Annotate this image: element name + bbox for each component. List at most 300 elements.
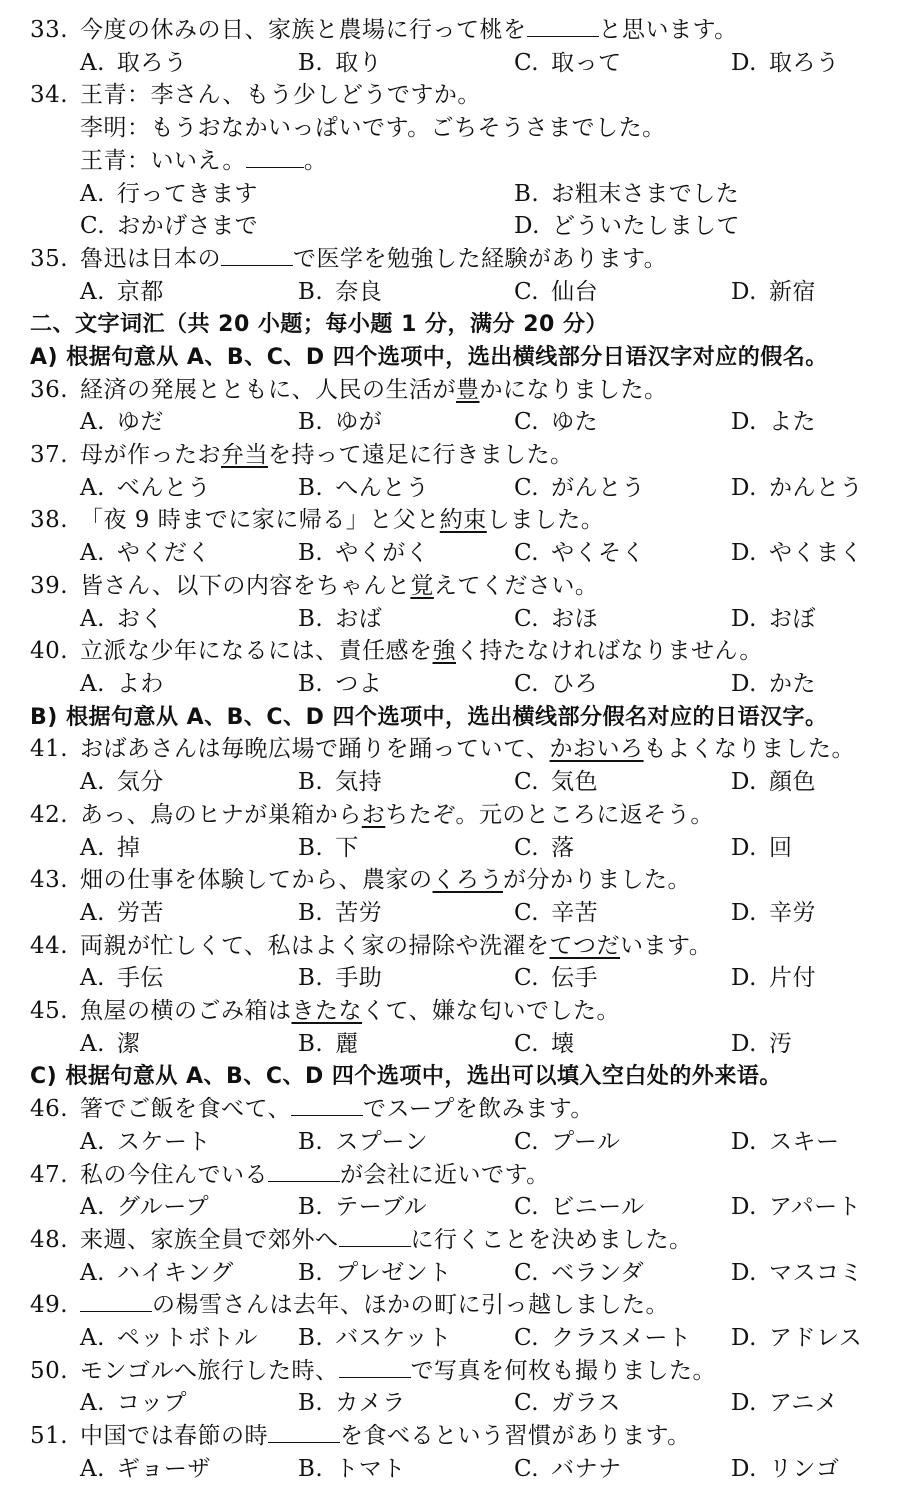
option-text: ペットボトル <box>116 1325 258 1351</box>
answer-option <box>80 766 164 799</box>
option-text: 下 <box>335 835 359 861</box>
option-text: 仙台 <box>551 279 599 305</box>
options-row <box>0 1126 900 1159</box>
question-text-segment: 立派な少年になるには、責任感を <box>80 638 433 664</box>
answer-option <box>80 1387 187 1420</box>
answer-blank <box>221 243 293 266</box>
question-text <box>80 14 738 47</box>
question-text <box>80 79 481 112</box>
answer-option <box>731 1191 861 1224</box>
section-heading-text: C) 根据句意从 A、B、C、D 四个选项中，选出可以填入空白处的外来语。 <box>30 1064 782 1089</box>
question-text <box>80 995 620 1028</box>
question-text <box>80 733 855 766</box>
options-row <box>0 178 900 211</box>
question-number: 49. <box>30 1292 69 1318</box>
question-text-segment: ちたぞ。元のところに返そう。 <box>385 802 714 828</box>
answer-option <box>514 832 575 865</box>
answer-option <box>731 47 839 80</box>
option-text: へんとう <box>335 475 430 501</box>
answer-blank <box>80 1289 152 1312</box>
answer-option <box>514 276 598 309</box>
answer-option <box>514 1257 644 1290</box>
answer-option <box>298 897 382 930</box>
question-number: 37. <box>30 442 69 468</box>
option-text: かんとう <box>768 475 863 501</box>
question-line <box>0 504 900 537</box>
option-text: おく <box>116 606 164 632</box>
answer-option <box>80 1453 211 1486</box>
option-text: 伝手 <box>551 965 599 991</box>
option-letter: D. <box>731 606 757 632</box>
answer-option <box>514 766 598 799</box>
option-text: 汚 <box>768 1031 793 1057</box>
option-letter: D. <box>731 835 757 861</box>
question-continuation <box>0 112 900 145</box>
question-text-segment: もよくなりました。 <box>643 736 856 762</box>
question-text-segment: 王青：いいえ。 <box>80 148 246 174</box>
question-text-segment: で医学を勉強した経験があります。 <box>293 246 668 272</box>
question-text-segment: います。 <box>620 933 713 959</box>
options-row <box>0 472 900 505</box>
options-row <box>0 1453 900 1486</box>
question-number: 44. <box>30 933 69 959</box>
option-letter: D. <box>731 1260 757 1286</box>
question-text <box>80 635 763 668</box>
option-text: よた <box>768 409 816 435</box>
answer-option <box>731 897 816 930</box>
answer-option <box>731 832 792 865</box>
answer-option <box>80 47 187 80</box>
options-row <box>0 897 900 930</box>
option-letter: C. <box>514 540 540 566</box>
answer-option <box>514 406 598 439</box>
question-text-segment: 中国では春節の時 <box>80 1423 268 1449</box>
answer-option <box>298 832 359 865</box>
question-text-segment: えてください。 <box>433 573 599 599</box>
option-text: 潔 <box>116 1031 141 1057</box>
option-text: ゆだ <box>116 409 164 435</box>
option-letter: B. <box>298 1456 324 1482</box>
option-text: かた <box>768 671 816 697</box>
answer-option <box>731 276 816 309</box>
underlined-word: 覚 <box>410 573 434 599</box>
answer-option <box>80 210 258 243</box>
question-text-segment: かになりました。 <box>479 377 668 403</box>
question-line <box>0 374 900 407</box>
option-letter: B. <box>298 409 324 435</box>
option-letter: A. <box>80 1129 105 1155</box>
question-text <box>80 112 666 145</box>
question-text-segment: 私の今住んでいる <box>80 1162 268 1188</box>
option-text: 苦労 <box>335 900 383 926</box>
question-line <box>0 1289 900 1322</box>
question-text-segment: 王青：李さん、もう少しどうですか。 <box>80 82 481 108</box>
answer-option <box>298 962 382 995</box>
question-text-segment: に行くことを決めました。 <box>410 1227 693 1253</box>
option-text: ハイキング <box>116 1260 234 1286</box>
answer-option <box>298 472 429 505</box>
option-letter: D. <box>731 1390 757 1416</box>
answer-blank <box>268 1159 340 1182</box>
option-letter: D. <box>731 900 757 926</box>
option-letter: B. <box>298 1260 324 1286</box>
answer-option <box>514 1028 575 1061</box>
section-heading <box>0 1060 900 1093</box>
option-letter: C. <box>514 1325 540 1351</box>
option-text: お粗末さまでした <box>551 181 740 207</box>
question-line <box>0 864 900 897</box>
options-row <box>0 1257 900 1290</box>
question-number: 45. <box>30 998 69 1024</box>
option-text: 顔色 <box>768 769 816 795</box>
option-letter: A. <box>80 835 105 861</box>
option-text: つよ <box>335 671 383 697</box>
question-text-segment: が分かりました。 <box>503 867 691 893</box>
option-letter: C. <box>514 835 540 861</box>
answer-option <box>80 178 258 211</box>
option-text: 手伝 <box>116 965 164 991</box>
question-line <box>0 733 900 766</box>
question-text <box>80 243 667 276</box>
option-letter: A. <box>80 1194 105 1220</box>
answer-option <box>80 1191 209 1224</box>
answer-option <box>731 406 816 439</box>
answer-option <box>514 1453 622 1486</box>
options-row <box>0 1387 900 1420</box>
question-text <box>80 145 327 178</box>
question-number: 43. <box>30 867 69 893</box>
option-text: アドレス <box>768 1325 863 1351</box>
answer-blank <box>246 145 304 168</box>
underlined-word: てつだ <box>549 933 621 959</box>
option-text: 取り <box>335 50 383 76</box>
option-letter: B. <box>298 835 324 861</box>
option-text: やくそく <box>551 540 646 566</box>
answer-option <box>298 1028 359 1061</box>
option-text: おほ <box>551 606 599 632</box>
answer-option <box>298 537 429 570</box>
question-line <box>0 799 900 832</box>
question-number: 33. <box>30 17 69 43</box>
option-letter: A. <box>80 769 105 795</box>
answer-blank <box>527 14 599 37</box>
question-text <box>80 1159 550 1192</box>
option-text: 奈良 <box>335 279 383 305</box>
underlined-word: かおいろ <box>549 736 644 762</box>
option-letter: B. <box>298 1031 324 1057</box>
option-letter: D. <box>731 1031 757 1057</box>
option-text: ゆが <box>335 409 383 435</box>
option-text: スケート <box>116 1129 211 1155</box>
options-row <box>0 210 900 243</box>
option-text: リンゴ <box>768 1456 840 1482</box>
question-text-segment: を持って遠足に行きました。 <box>268 442 574 468</box>
options-row <box>0 1191 900 1224</box>
option-text: ビニール <box>551 1194 645 1220</box>
option-letter: B. <box>298 279 324 305</box>
question-number: 47. <box>30 1162 69 1188</box>
question-line <box>0 995 900 1028</box>
option-text: 手助 <box>335 965 383 991</box>
question-line <box>0 439 900 472</box>
section-heading <box>0 308 900 341</box>
question-text-segment: でスープを飲みます。 <box>363 1096 594 1122</box>
option-letter: B. <box>298 900 324 926</box>
option-letter: C. <box>514 1390 540 1416</box>
question-text-segment: 魚屋の横のごみ箱は <box>80 998 292 1024</box>
option-text: コップ <box>116 1390 187 1416</box>
option-letter: A. <box>80 900 105 926</box>
option-letter: D. <box>731 769 757 795</box>
question-text-segment: 来週、家族全員で郊外へ <box>80 1227 339 1253</box>
option-text: 回 <box>768 835 793 861</box>
question-text-segment: く持たなければなりません。 <box>456 638 763 664</box>
question-number: 50. <box>30 1358 69 1384</box>
option-letter: B. <box>298 606 324 632</box>
option-letter: D. <box>514 213 540 239</box>
option-text: アパート <box>768 1194 862 1220</box>
section-heading-text: B) 根据句意从 A、B、C、D 四个选项中，选出横线部分假名对应的日语汉字。 <box>30 705 828 730</box>
underlined-word: きたな <box>291 998 362 1024</box>
option-letter: A. <box>80 540 105 566</box>
answer-option <box>731 766 816 799</box>
question-text-segment: 魯迅は日本の <box>80 246 221 272</box>
options-row <box>0 406 900 439</box>
option-letter: C. <box>514 606 540 632</box>
option-text: 片付 <box>768 965 816 991</box>
answer-option <box>731 1322 862 1355</box>
answer-option <box>80 832 140 865</box>
option-letter: C. <box>514 965 540 991</box>
section-heading-text: 二、文字词汇（共 20 小题；每小题 1 分，满分 20 分） <box>30 312 608 337</box>
option-text: 気分 <box>116 769 164 795</box>
section-heading-text: A) 根据句意从 A、B、C、D 四个选项中，选出横线部分日语汉字对应的假名。 <box>30 345 828 370</box>
answer-option <box>731 472 863 505</box>
question-text <box>80 504 604 537</box>
answer-option <box>731 537 863 570</box>
answer-option <box>80 1028 140 1061</box>
question-number: 42. <box>30 802 69 828</box>
question-text-segment: と思います。 <box>598 17 738 43</box>
option-text: バスケット <box>335 1325 452 1351</box>
option-letter: C. <box>514 1456 540 1482</box>
answer-option <box>80 537 211 570</box>
answer-option <box>731 1126 839 1159</box>
option-letter: D. <box>731 1194 757 1220</box>
option-letter: A. <box>80 181 105 207</box>
option-letter: D. <box>731 1456 757 1482</box>
option-text: 取ろう <box>116 50 188 76</box>
answer-option <box>80 276 164 309</box>
answer-option <box>731 1257 863 1290</box>
option-letter: A. <box>80 50 105 76</box>
option-letter: D. <box>731 50 757 76</box>
option-text: どういたしまして <box>551 213 740 239</box>
underlined-word: 約束 <box>439 507 487 533</box>
question-number: 51. <box>30 1423 69 1449</box>
question-text <box>80 864 691 897</box>
option-letter: C. <box>514 1031 540 1057</box>
answer-option <box>731 603 816 636</box>
option-text: トマト <box>335 1456 406 1482</box>
answer-option <box>298 276 382 309</box>
option-text: べんとう <box>116 475 211 501</box>
answer-option <box>514 962 598 995</box>
option-letter: A. <box>80 1031 105 1057</box>
option-letter: B. <box>298 769 324 795</box>
answer-blank <box>339 1224 411 1247</box>
option-letter: D. <box>731 1325 757 1351</box>
answer-option <box>80 1257 234 1290</box>
options-row <box>0 1322 900 1355</box>
answer-option <box>514 178 739 211</box>
question-text <box>80 374 668 407</box>
answer-blank <box>339 1355 411 1378</box>
question-line <box>0 1093 900 1126</box>
option-letter: A. <box>80 409 105 435</box>
option-text: おぼ <box>768 606 816 632</box>
option-letter: C. <box>514 671 540 697</box>
answer-option <box>80 472 211 505</box>
question-text <box>80 570 598 603</box>
answer-option <box>514 537 645 570</box>
answer-option <box>80 897 164 930</box>
options-row <box>0 832 900 865</box>
option-letter: B. <box>298 1194 324 1220</box>
option-letter: B. <box>298 965 324 991</box>
option-text: ゆた <box>551 409 599 435</box>
question-number: 38. <box>30 507 69 533</box>
option-letter: A. <box>80 671 105 697</box>
option-letter: D. <box>731 1129 757 1155</box>
option-letter: C. <box>514 409 540 435</box>
option-letter: A. <box>80 606 105 632</box>
question-text <box>80 1093 594 1126</box>
option-text: 壊 <box>551 1031 575 1057</box>
option-letter: A. <box>80 1456 105 1482</box>
option-letter: A. <box>80 475 105 501</box>
question-number: 39. <box>30 573 69 599</box>
question-text-segment: で写真を何枚も撮りました。 <box>410 1358 716 1384</box>
question-number: 46. <box>30 1096 69 1122</box>
option-letter: B. <box>298 671 324 697</box>
underlined-word: くろう <box>432 867 503 893</box>
option-text: よわ <box>116 671 164 697</box>
answer-option <box>298 1126 428 1159</box>
option-letter: C. <box>514 900 540 926</box>
answer-option <box>80 668 164 701</box>
option-letter: C. <box>514 279 540 305</box>
option-text: クラスメート <box>551 1325 692 1351</box>
option-letter: B. <box>298 540 324 566</box>
underlined-word: 強 <box>432 638 456 664</box>
question-text-segment: 李明：もうおなかいっぱいです。ごちそうさまでした。 <box>80 115 666 141</box>
answer-option <box>298 766 382 799</box>
underlined-word: お <box>361 802 386 828</box>
question-text-segment: あっ、鳥のヒナが巣箱から <box>80 802 362 828</box>
answer-option <box>514 1191 645 1224</box>
option-letter: B. <box>298 1325 324 1351</box>
answer-option <box>731 962 816 995</box>
option-text: ギョーザ <box>116 1456 211 1482</box>
answer-option <box>298 1257 452 1290</box>
section-heading <box>0 701 900 734</box>
answer-blank <box>268 1420 340 1443</box>
option-letter: D. <box>731 965 757 991</box>
answer-option <box>731 1028 792 1061</box>
option-letter: B. <box>298 475 324 501</box>
question-line <box>0 930 900 963</box>
answer-option <box>298 1453 406 1486</box>
option-text: 取ろう <box>768 50 840 76</box>
option-text: マスコミ <box>768 1260 863 1286</box>
question-text-segment: 箸でご飯を食べて、 <box>80 1096 292 1122</box>
question-number: 34. <box>30 82 69 108</box>
question-line <box>0 570 900 603</box>
options-row <box>0 766 900 799</box>
answer-option <box>514 1322 691 1355</box>
option-letter: A. <box>80 1325 105 1351</box>
option-text: ひろ <box>551 671 599 697</box>
option-letter: A. <box>80 965 105 991</box>
option-text: おば <box>335 606 383 632</box>
option-letter: D. <box>731 279 757 305</box>
answer-option <box>298 47 382 80</box>
question-text-segment: 。 <box>303 148 328 174</box>
option-text: スキー <box>768 1129 840 1155</box>
answer-option <box>514 1387 621 1420</box>
answer-option <box>731 1387 838 1420</box>
option-text: おかげさまで <box>117 213 259 239</box>
option-letter: A. <box>80 1390 105 1416</box>
options-row <box>0 962 900 995</box>
question-number: 48. <box>30 1227 69 1253</box>
question-line <box>0 243 900 276</box>
option-letter: B. <box>298 1390 324 1416</box>
question-text-segment: を食べるという習慣があります。 <box>340 1423 691 1449</box>
option-text: 労苦 <box>116 900 164 926</box>
answer-option <box>514 603 598 636</box>
options-row <box>0 668 900 701</box>
question-line <box>0 1355 900 1388</box>
option-letter: A. <box>80 279 105 305</box>
answer-option <box>80 406 164 439</box>
option-text: グループ <box>116 1194 210 1220</box>
answer-option <box>298 1322 452 1355</box>
underlined-word: 豊 <box>456 377 480 403</box>
question-text <box>80 799 714 832</box>
option-text: 辛労 <box>768 900 816 926</box>
question-number: 35. <box>30 246 69 272</box>
answer-blank <box>291 1093 363 1116</box>
option-text: カメラ <box>335 1390 406 1416</box>
option-text: 新宿 <box>768 279 816 305</box>
question-continuation <box>0 145 900 178</box>
option-letter: C. <box>514 1260 540 1286</box>
answer-option <box>80 1126 211 1159</box>
answer-option <box>514 1126 620 1159</box>
question-text-segment: モンゴルへ旅行した時、 <box>80 1358 339 1384</box>
answer-option <box>514 897 598 930</box>
option-text: 掉 <box>116 835 141 861</box>
question-number: 41. <box>30 736 69 762</box>
question-text-segment: 両親が忙しくて、私はよく家の掃除や洗濯を <box>80 933 550 959</box>
question-line <box>0 1420 900 1453</box>
answer-option <box>731 1453 839 1486</box>
option-letter: B. <box>298 1129 324 1155</box>
question-text <box>80 1289 669 1322</box>
answer-option <box>514 472 645 505</box>
